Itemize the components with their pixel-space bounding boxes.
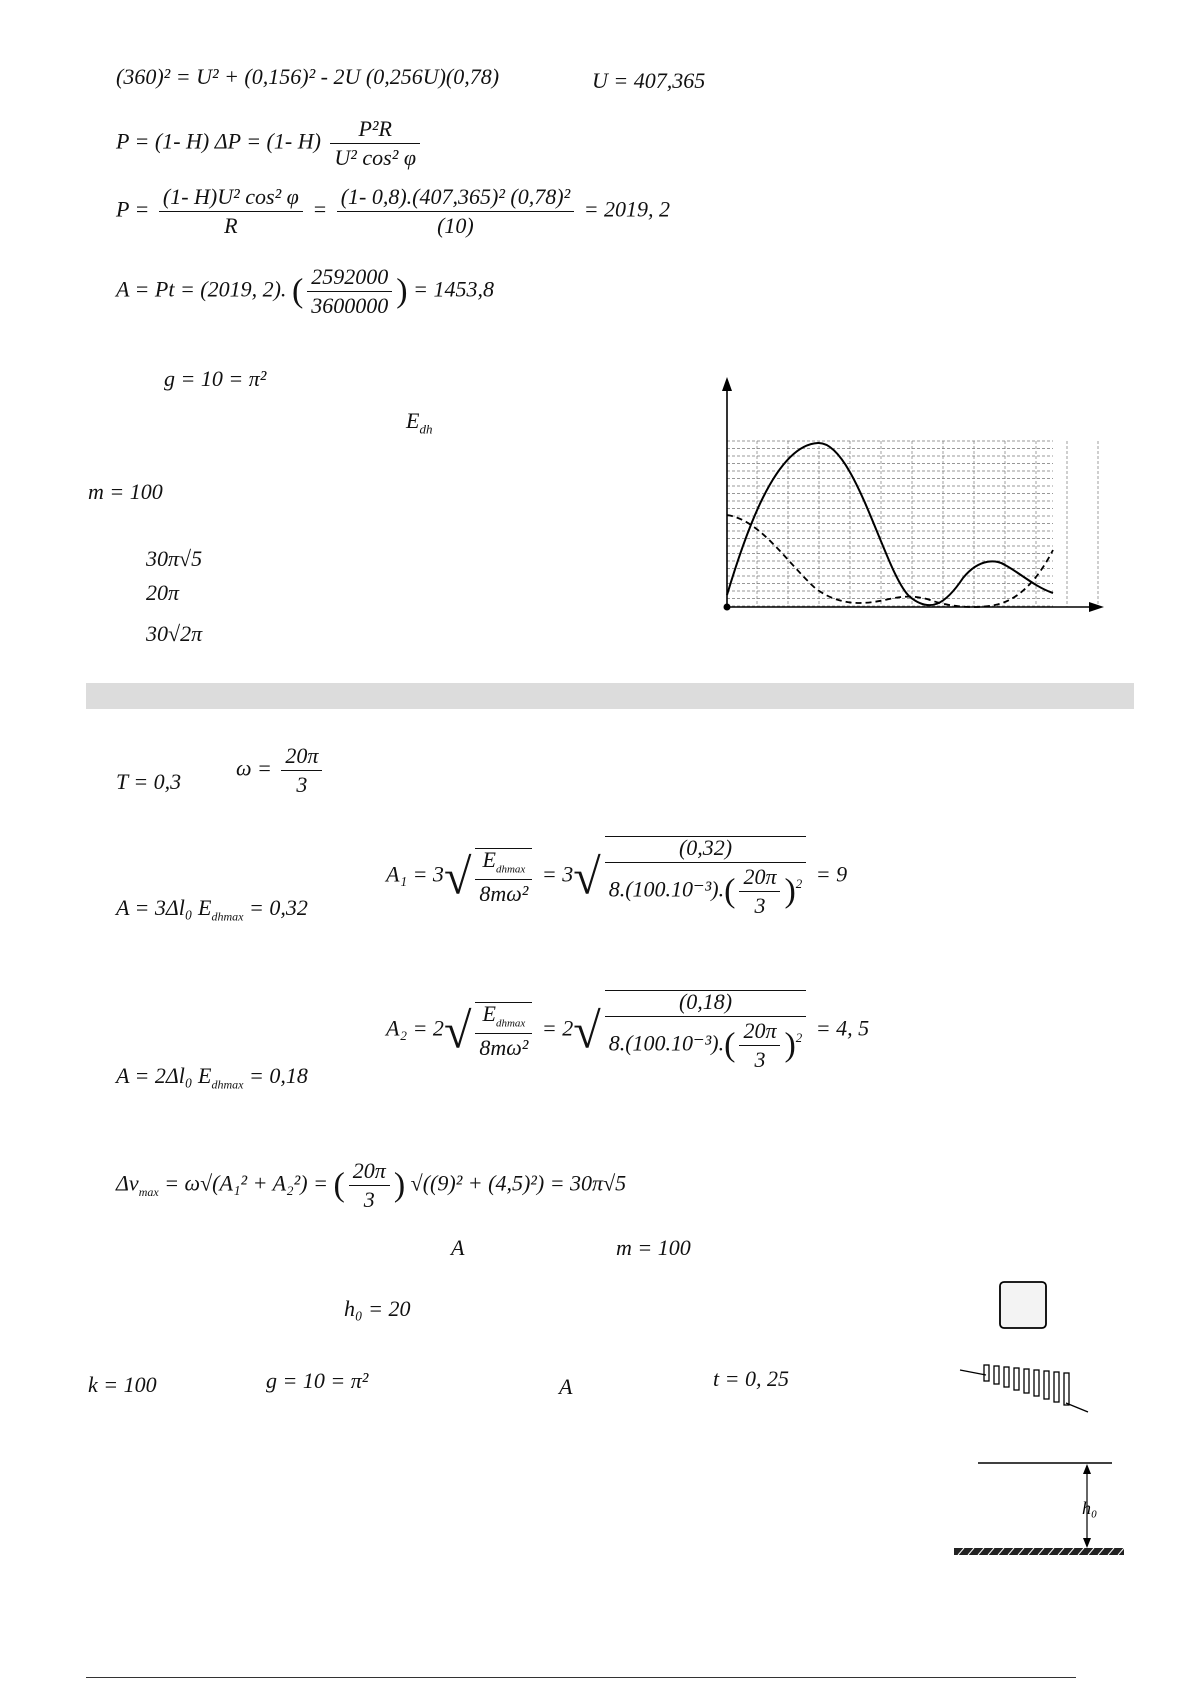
- spring-block-figure: [950, 1278, 1150, 1568]
- amplitude-1-equation: A₁ = 3√ $\frac{E_{dhmax}}{\text{8mω²}}$ = 3√ (0,32) 8.(100.10⁻³).( $\frac{20\pi}{3}$ )$^2$ = 9: [386, 835, 848, 918]
- section-divider-band: [86, 683, 1134, 709]
- y-axis-arrow: [722, 377, 732, 391]
- amplitude-2-sqrt-fraction: $\frac{E_{dhmax}}{\text{8mω²}}$: [475, 1002, 532, 1058]
- omega-equation: ω = $\frac{20\pi}{3}$: [236, 745, 326, 796]
- velocity-fraction: $\frac{20\pi}{3}$: [349, 1160, 390, 1211]
- option-c: 30√2π: [146, 621, 203, 646]
- amplitude-2-equation: A₂ = 2√ $\frac{E_{dhmax}}{\text{8mω²}}$ = 2√ (0,18) 8.(100.10⁻³).( $\frac{20\pi}{3}$ )$^2$ = 4, 5: [386, 989, 870, 1072]
- equation-power-loss-lhs: P = (1- H) ΔP = (1- H): [116, 128, 321, 154]
- height-value: h₀ = 20: [344, 1296, 411, 1321]
- amplitude-symbol-2: A: [559, 1374, 573, 1399]
- equation-energy-result: = 1453,8: [413, 276, 494, 302]
- amplitude-1-sqrt-fraction: $\frac{E_{dhmax}}{\text{8mω²}}$: [475, 848, 532, 904]
- origin-point: [724, 604, 731, 611]
- fraction-denominator: (10): [437, 213, 474, 238]
- spring-constant: k = 100: [88, 1372, 157, 1397]
- omega-fraction: $\frac{20\pi}{3}$: [281, 745, 322, 796]
- equation-power-loss: [116, 118, 424, 169]
- equation-power-fraction-2: [337, 186, 574, 237]
- footer-rule: [86, 1677, 1076, 1678]
- fraction-denominator: U² cos² φ: [334, 145, 416, 170]
- equation-power-fraction-1: [159, 186, 303, 237]
- option-b: 20π: [146, 580, 180, 605]
- equation-energy: A = Pt = (2019, 2). ( $\frac{2592000}{3600000}$ ) = 1453,8: [116, 264, 494, 318]
- equation-voltage-result: U = 407,365: [592, 68, 706, 93]
- fraction-denominator: R: [224, 213, 238, 238]
- block: [1000, 1282, 1046, 1328]
- gravity-value: g = 10 = π²: [164, 366, 267, 391]
- equation-power-lhs: P =: [116, 196, 150, 222]
- equation-energy-lhs: A = Pt = (2019, 2).: [116, 276, 287, 302]
- height-label: h₀: [1082, 1498, 1098, 1518]
- amplitude-symbol: A: [451, 1235, 465, 1260]
- fraction-denominator: 3600000: [311, 293, 389, 318]
- elastic-energy-symbol: $E_{dh}$: [406, 408, 433, 437]
- condition-1: A = 3Δl₀ $E_{dhmax} = 0,32$: [116, 895, 308, 924]
- equation-power-loss-fraction: [330, 118, 420, 169]
- fraction-numerator: (1- 0,8).(407,365)² (0,78)²: [337, 186, 574, 212]
- spring: [960, 1365, 1088, 1412]
- velocity-equation: $\Delta v_{max} = \omega√(A_1^2 + A_2^2)$ = ( $\frac{20\pi}{3}$ ) √((9)² + (4,5)²) = 30π√5: [116, 1158, 627, 1212]
- amplitude-2-fraction: (0,18) 8.(100.10⁻³).( $\frac{20\pi}{3}$ )$^2$: [605, 990, 807, 1071]
- time-value: t = 0, 25: [713, 1366, 789, 1391]
- amplitude-1-fraction: (0,32) 8.(100.10⁻³).( $\frac{20\pi}{3}$ )$^2$: [605, 836, 807, 917]
- period-value: T = 0,3: [116, 769, 182, 794]
- equation-power-result: = 2019, 2: [583, 196, 671, 222]
- mass-value-2: m = 100: [616, 1235, 691, 1260]
- energy-graph: [705, 375, 1105, 625]
- x-axis-arrow: [1089, 602, 1104, 612]
- equation-voltage: (360)² = U² + (0,156)² - 2U (0,256U)(0,78): [116, 64, 500, 89]
- gravity-value-2: g = 10 = π²: [266, 1368, 369, 1393]
- condition-2: A = 2Δl₀ $E_{dhmax} = 0,18$: [116, 1063, 308, 1092]
- fraction-numerator: P²R: [330, 118, 420, 144]
- fraction-numerator: 2592000: [307, 266, 392, 292]
- equals-sign: =: [312, 196, 328, 222]
- equation-energy-fraction: [307, 266, 392, 317]
- option-a: 30π√5: [146, 546, 203, 571]
- mass-value: m = 100: [88, 479, 163, 504]
- fraction-numerator: (1- H)U² cos² φ: [159, 186, 303, 212]
- solid-curve: [727, 443, 1053, 605]
- equation-power: [116, 186, 670, 237]
